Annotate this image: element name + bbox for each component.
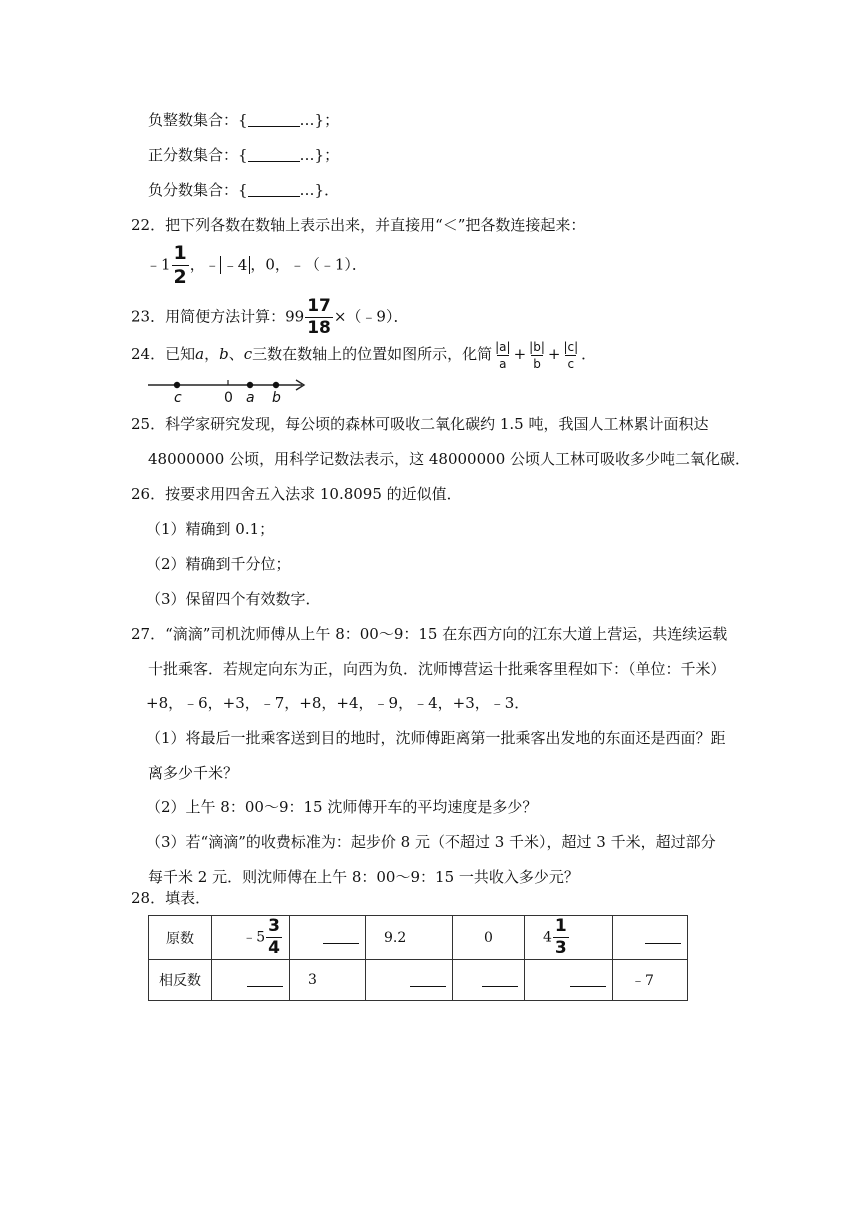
axis-label-b: b	[272, 390, 281, 404]
point-c	[174, 382, 180, 388]
negative-fraction-set	[148, 180, 339, 200]
text: ．	[581, 345, 597, 363]
table-cell[interactable]	[525, 960, 613, 1001]
numerator: 1	[554, 916, 567, 936]
axis-label-0: 0	[224, 390, 233, 404]
variable: b	[219, 345, 229, 363]
number-line-figure	[146, 374, 312, 404]
numerator: |c|	[563, 339, 579, 354]
question-22	[131, 215, 585, 235]
mixed-number-whole: ﹣5	[242, 929, 266, 946]
question-24	[131, 336, 596, 372]
answer-blank[interactable]	[248, 146, 300, 162]
table-cell: 3	[290, 960, 366, 1001]
question-27	[131, 624, 727, 644]
fraction	[266, 918, 282, 957]
set-suffix: …}．	[299, 181, 340, 199]
table-cell[interactable]	[613, 916, 688, 960]
q26-item: （3）保留四个有效数字．	[146, 590, 321, 608]
q26-item: （2）精确到千分位；	[146, 555, 291, 573]
text: 、	[228, 345, 244, 363]
question-28	[131, 888, 210, 908]
question-text: 已知	[165, 345, 196, 363]
numerator: |b|	[529, 339, 545, 354]
row-label-opposite: 相反数	[149, 960, 212, 1001]
denominator: b	[533, 356, 541, 371]
denominator: 4	[268, 938, 280, 958]
absolute-value: ﹣4	[220, 256, 251, 274]
fraction	[527, 341, 547, 370]
numerator: 17	[307, 296, 331, 316]
table-cell: ﹣7	[613, 960, 688, 1001]
question-number: 27．	[131, 625, 166, 643]
axis-label-a: a	[246, 390, 255, 404]
numerator: |a|	[495, 339, 511, 354]
denominator: 18	[307, 318, 331, 338]
text: ，	[204, 345, 220, 363]
row-label-original: 原数	[149, 916, 212, 960]
denominator: 2	[173, 266, 187, 288]
table-cell[interactable]	[290, 916, 366, 960]
negative-integer-set	[148, 110, 339, 130]
question-text: “滴滴”司机沈师傅从上午 8：00～9：15 在东西方向的江东大道上营运，共连续运载	[165, 625, 728, 643]
question-text: 把下列各数在数轴上表示出来，并直接用“＜”把各数连接起来：	[165, 216, 586, 234]
question-number: 25．	[131, 415, 166, 433]
denominator: a	[499, 356, 507, 371]
question-27-mileage: +8，﹣6，+3，﹣7，+8，+4，﹣9，﹣4，+3，﹣3．	[146, 694, 530, 712]
denominator: c	[567, 356, 575, 371]
q27-part1: （1）将最后一批乘客送到目的地时，沈师傅距离第一批乘客出发地的东面还是西面？距	[146, 729, 726, 747]
axis-label-c: c	[174, 390, 182, 404]
q27-part1-cont: 离多少千米？	[148, 764, 239, 782]
table-cell	[525, 916, 613, 960]
set-suffix: …}；	[299, 146, 340, 164]
fraction	[493, 341, 512, 370]
answer-blank[interactable]	[645, 929, 681, 944]
point-b	[273, 382, 279, 388]
opposite-number-table	[148, 915, 688, 1001]
question-number: 22．	[131, 216, 166, 234]
question-25-line2: 48000000 公顷，用科学记数法表示，这 48000000 公顷人工林可吸收多少吨二氧化碳．	[148, 450, 751, 468]
fraction	[561, 341, 580, 370]
answer-blank[interactable]	[248, 181, 300, 197]
table-row	[149, 960, 688, 1001]
table-cell	[212, 916, 290, 960]
table-cell: 0	[453, 916, 525, 960]
question-number: 26．	[131, 485, 166, 503]
q22-numbers	[146, 242, 367, 288]
answer-blank[interactable]	[323, 929, 359, 944]
table-cell[interactable]	[453, 960, 525, 1001]
numerator: 3	[268, 916, 280, 936]
positive-fraction-set	[148, 145, 339, 165]
answer-blank[interactable]	[248, 111, 300, 127]
q27-part3-cont: 每千米 2 元．则沈师傅在上午 8：00～9：15 一共收入多少元？	[148, 868, 579, 886]
set-label: 负整数集合：{	[148, 111, 248, 129]
question-text: 三数在数轴上的位置如图所示，化简	[252, 345, 493, 363]
table-cell: 9.2	[366, 916, 453, 960]
set-label: 负分数集合：{	[148, 181, 248, 199]
numerator: 1	[173, 242, 187, 264]
question-23	[131, 296, 409, 338]
answer-blank[interactable]	[482, 972, 518, 987]
variable: a	[195, 345, 205, 363]
question-number: 28．	[131, 889, 166, 907]
table-cell[interactable]	[366, 960, 453, 1001]
answer-blank[interactable]	[410, 972, 446, 987]
fraction	[553, 918, 569, 957]
question-text: 填表．	[165, 889, 211, 907]
question-text: 用简便方法计算：99	[165, 307, 305, 326]
q27-part2: （2）上午 8：00～9：15 沈师傅开车的平均速度是多少？	[146, 798, 538, 816]
question-text: ×（﹣9）．	[333, 307, 409, 326]
question-text: 按要求用四舍五入法求 10.8095 的近似值．	[165, 485, 462, 503]
mixed-number-whole: 4	[543, 929, 552, 946]
question-27-line2: 十批乘客．若规定向东为正，向西为负．沈师博营运十批乘客里程如下：（单位：千米）	[148, 660, 726, 678]
text: ，﹣	[189, 255, 220, 274]
plus-sign: +	[513, 345, 527, 363]
q27-part3: （3）若“滴滴”的收费标准为：起步价 8 元（不超过 3 千米），超过 3 千米，超过部分	[146, 833, 716, 851]
point-a	[247, 382, 253, 388]
q26-item: （1）精确到 0.1；	[146, 520, 275, 538]
set-suffix: …}；	[299, 111, 340, 129]
fraction	[305, 298, 333, 337]
answer-blank[interactable]	[570, 972, 606, 987]
fraction	[172, 244, 189, 287]
variable: c	[243, 345, 253, 363]
mixed-number-whole: ﹣1	[146, 255, 171, 274]
denominator: 3	[554, 938, 567, 958]
text: ，0，﹣（﹣1）．	[250, 255, 367, 274]
table-row	[149, 916, 688, 960]
question-25	[131, 414, 709, 434]
plus-sign: +	[547, 345, 561, 363]
question-26	[131, 484, 462, 504]
question-number: 23．	[131, 307, 166, 326]
set-label: 正分数集合：{	[148, 146, 248, 164]
question-text: 科学家研究发现，每公顷的森林可吸收二氧化碳约 1.5 吨，我国人工林累计面积达	[165, 415, 709, 433]
table-cell[interactable]	[212, 960, 290, 1001]
answer-blank[interactable]	[247, 972, 283, 987]
question-number: 24．	[131, 345, 166, 363]
